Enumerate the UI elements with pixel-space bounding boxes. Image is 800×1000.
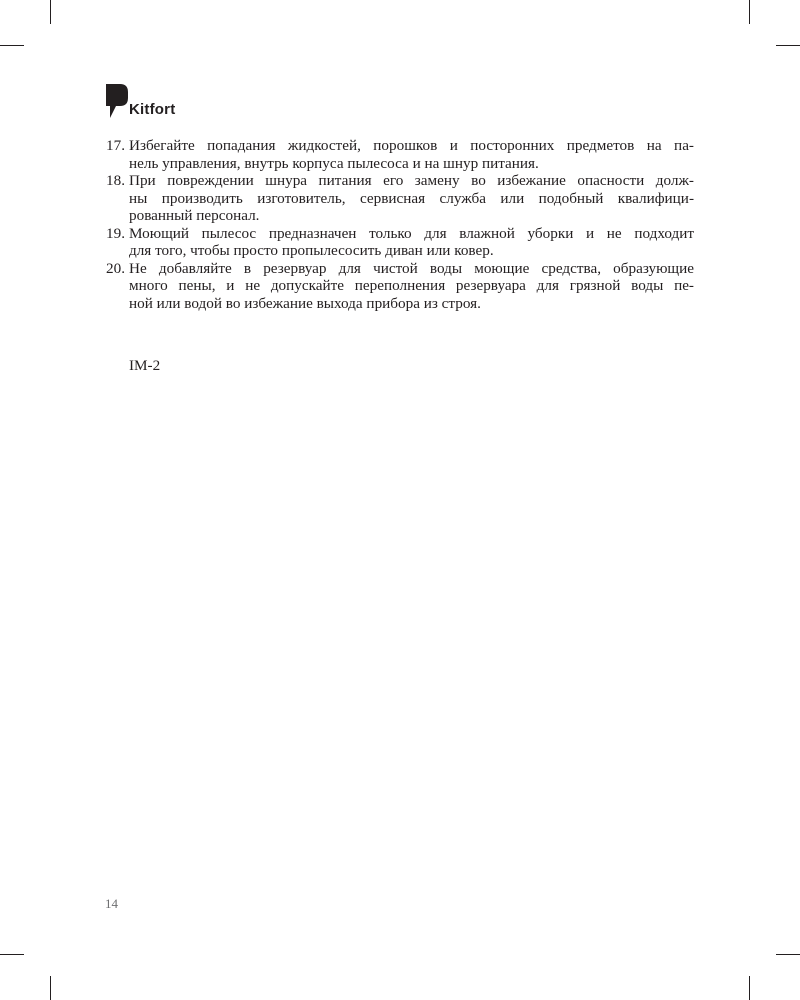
crop-mark-top-left-vertical — [50, 0, 51, 24]
page-number: 14 — [105, 896, 118, 911]
item-text-line: Моющий пылесос предназначен только для влажной уборки и не подходит — [129, 224, 694, 242]
item-text-line: нель управления, внутрь корпуса пылесоса и на шнур питания. — [129, 154, 539, 172]
brand-logo — [106, 84, 175, 118]
crop-mark-bottom-right-horizontal — [776, 954, 800, 955]
list-item — [106, 260, 694, 313]
item-text-line: При повреждении шнура питания его замену во избежание опасности долж- — [129, 172, 694, 189]
item-text-line: ны производить изготовитель, сервисная служба или подобный квалифици- — [129, 189, 694, 207]
item-number: 20. — [106, 259, 125, 277]
item-text-line: много пены, и не допускайте переполнения резервуара для грязной воды пе- — [129, 277, 694, 294]
item-text-line: рованный персонал. — [129, 207, 260, 224]
logo-text: Kitfort — [129, 101, 176, 118]
crop-mark-top-right-vertical — [749, 0, 750, 24]
crop-mark-top-right-horizontal — [776, 45, 800, 46]
model-code: IM-2 — [129, 357, 161, 374]
list-item — [106, 225, 694, 260]
item-text-line: для того, чтобы просто пропылесосить диван или ковер. — [129, 242, 494, 259]
item-text-line: Избегайте попадания жидкостей, порошков и посторонних предметов на па- — [129, 137, 694, 154]
item-number: 19. — [106, 224, 125, 242]
item-number: 17. — [106, 137, 125, 154]
item-number: 18. — [106, 172, 125, 189]
item-text-line: ной или водой во избежание выхода прибора из строя. — [129, 294, 481, 312]
crop-mark-bottom-left-vertical — [50, 976, 51, 1000]
item-text-line: Не добавляйте в резервуар для чистой воды моющие средства, образующие — [129, 259, 694, 277]
crop-mark-top-left-horizontal — [0, 45, 24, 46]
list-item — [106, 137, 694, 172]
crop-mark-bottom-right-vertical — [749, 976, 750, 1000]
safety-instructions-list — [106, 137, 694, 312]
crop-mark-bottom-left-horizontal — [0, 954, 24, 955]
kitfort-logo-icon — [106, 84, 128, 118]
list-item — [106, 172, 694, 225]
